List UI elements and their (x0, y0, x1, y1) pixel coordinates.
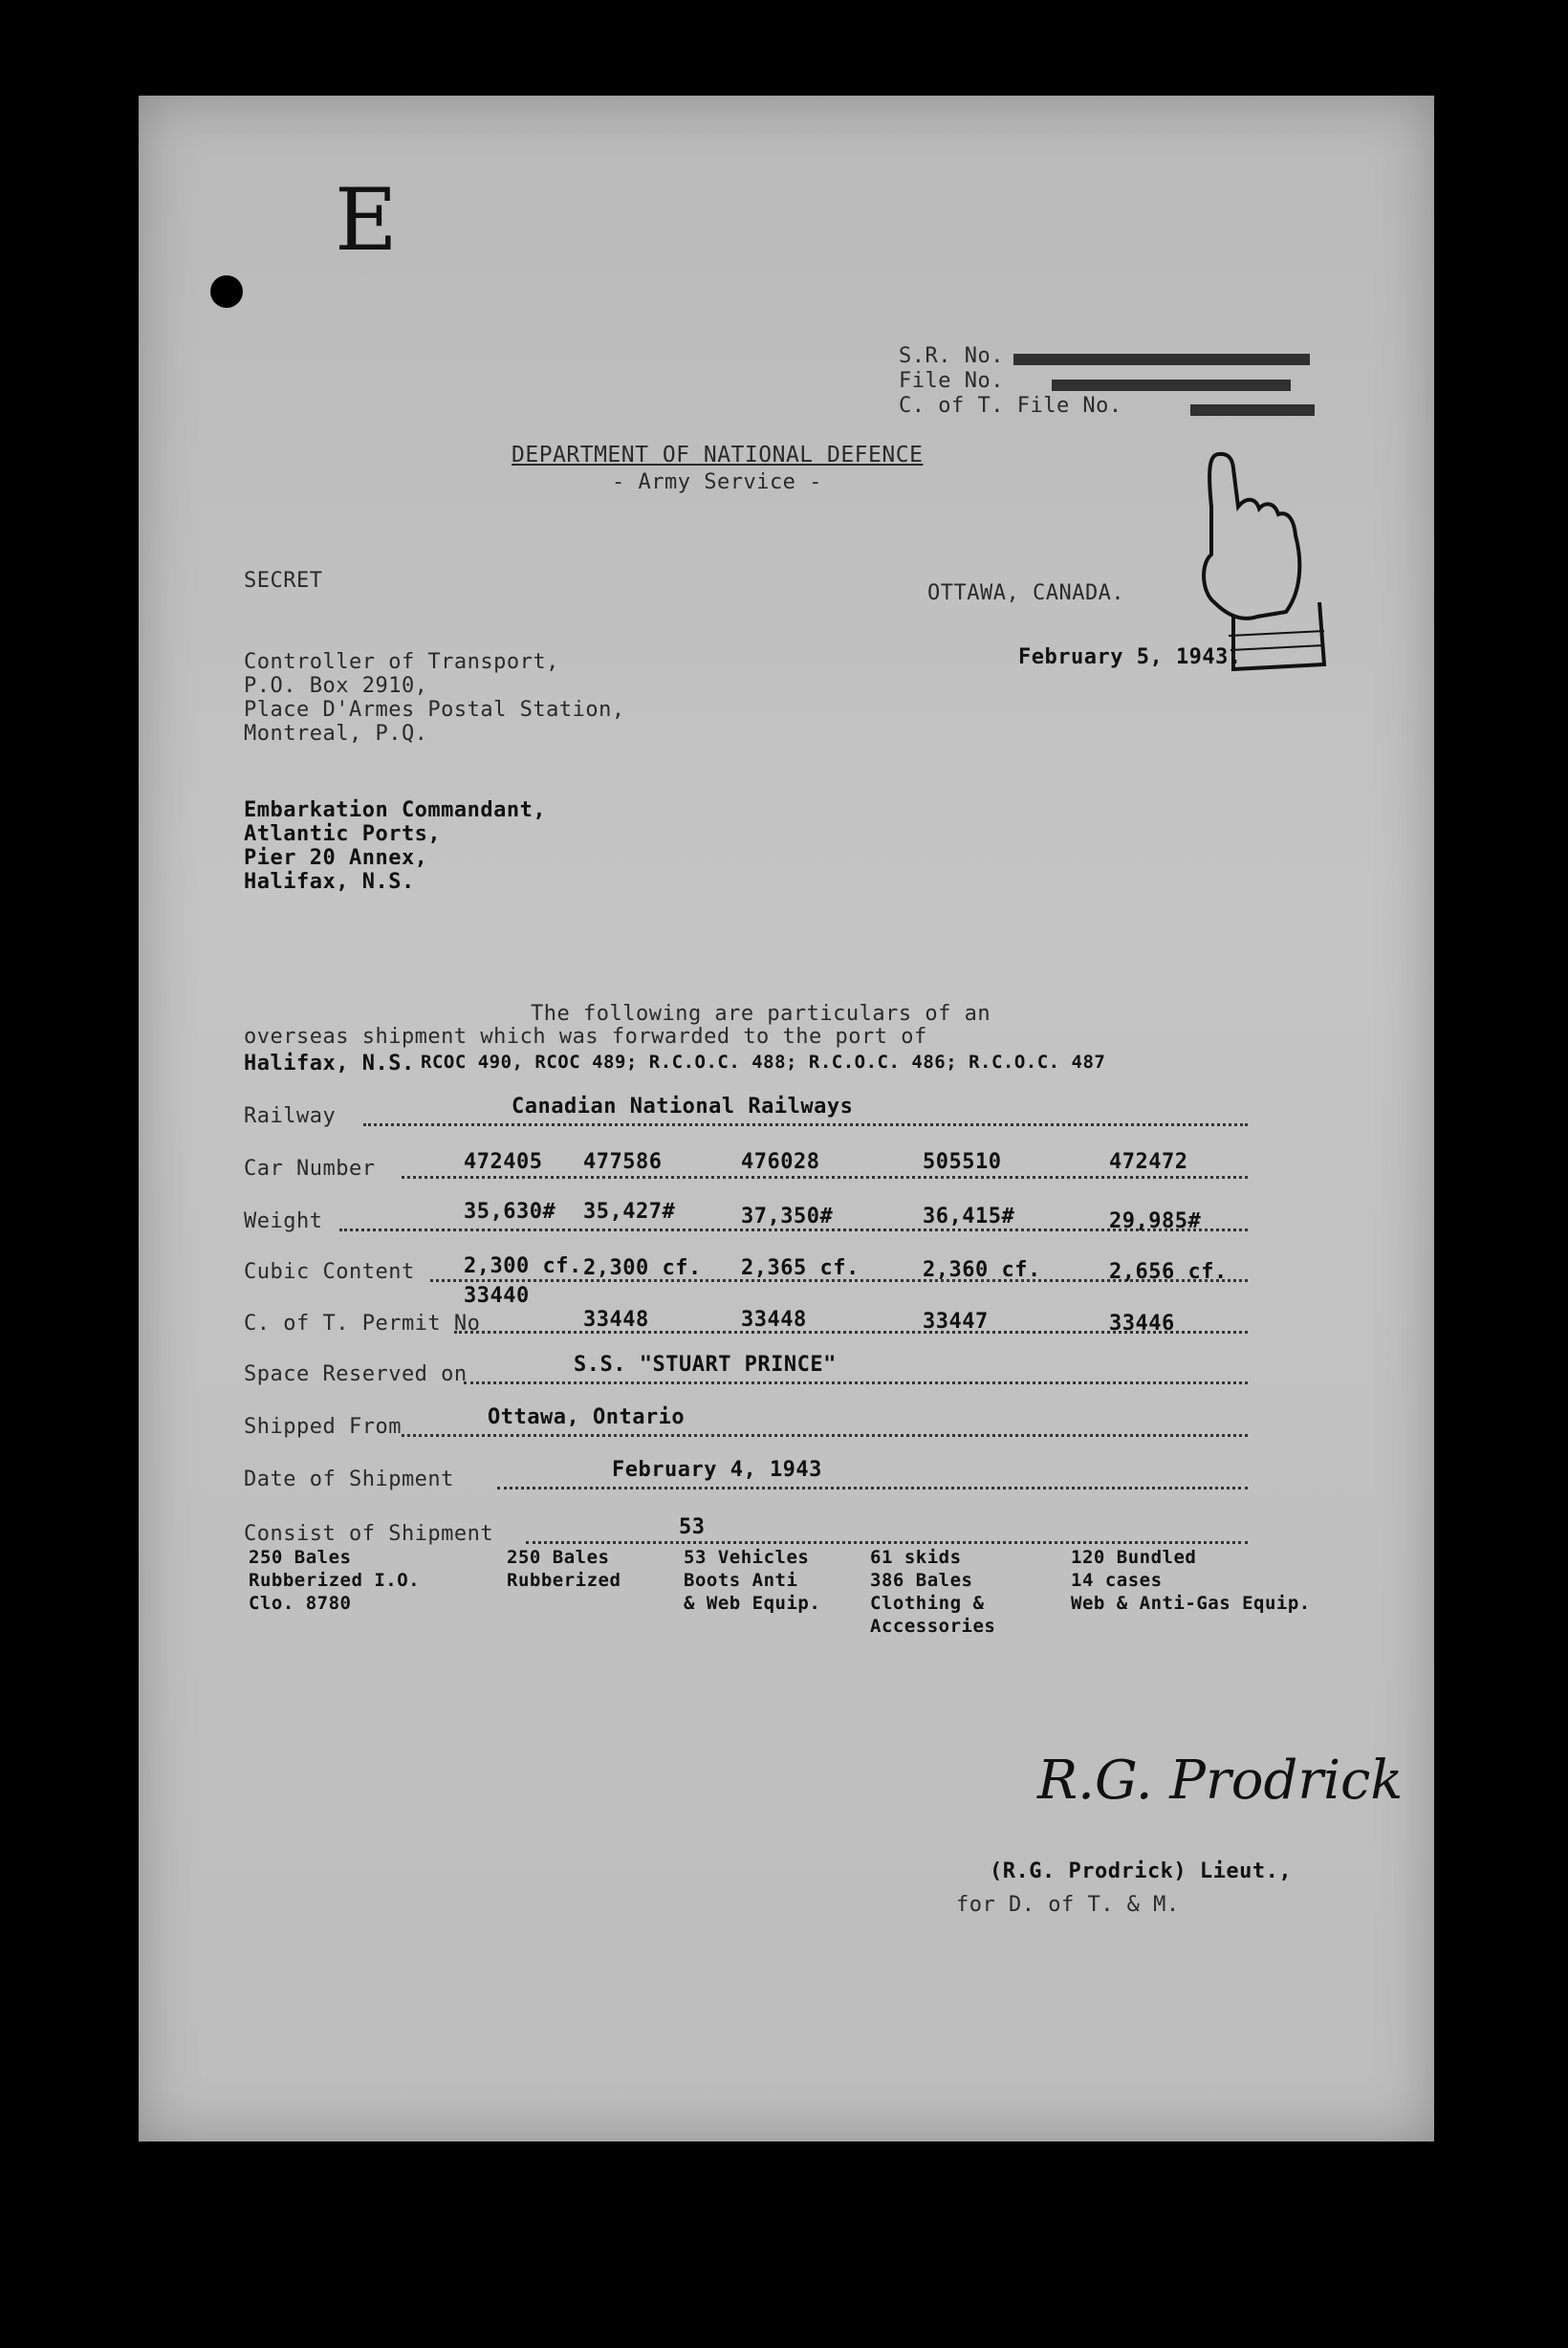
sr-number-label: S.R. No. (899, 344, 1004, 368)
from-address-line: P.O. Box 2910, (244, 674, 428, 698)
to-address-line: Halifax, N.S. (244, 870, 415, 894)
permit-value: 33446 (1109, 1312, 1175, 1336)
classification: SECRET (244, 569, 323, 593)
car-number-value: 476028 (741, 1150, 820, 1174)
consist-item-line: 250 Bales (249, 1547, 352, 1568)
port: Halifax, N.S. (244, 1052, 415, 1076)
shipped-from-leader (402, 1434, 1248, 1437)
car-number-value: 472405 (464, 1150, 543, 1174)
weight-value: 36,415# (923, 1205, 1015, 1228)
railway-leader (363, 1123, 1248, 1126)
consist-item-line: Boots Anti (684, 1570, 798, 1591)
cubic-content-value: 2,656 cf. (1109, 1260, 1228, 1284)
weight-value: 35,427# (583, 1200, 676, 1224)
consist-leader (526, 1541, 1248, 1544)
car-number-value: 477586 (583, 1150, 663, 1174)
space-reserved-leader (464, 1381, 1248, 1384)
consist-item-line: Rubberized (507, 1570, 621, 1591)
weight-value: 29,985# (1109, 1209, 1202, 1233)
consist-item-line: & Web Equip. (684, 1593, 821, 1614)
shipped-from-value: Ottawa, Ontario (488, 1405, 686, 1429)
space-reserved-label: Space Reserved on (244, 1362, 468, 1386)
intro-line: overseas shipment which was forwarded to the port of (244, 1025, 927, 1049)
consist-item-line: 250 Bales (507, 1547, 610, 1568)
cot-file-number-label: C. of T. File No. (899, 394, 1122, 418)
consist-item-line: Rubberized I.O. (249, 1570, 421, 1591)
cubic-content-value: 2,360 cf. (923, 1258, 1041, 1282)
consist-item-line: 14 cases (1071, 1570, 1163, 1591)
consist-item-line: 386 Bales (870, 1570, 973, 1591)
file-number-label: File No. (899, 369, 1004, 393)
weight-value: 37,350# (741, 1205, 834, 1228)
typed-signature: (R.G. Prodrick) Lieut., (990, 1859, 1293, 1883)
shipped-from-label: Shipped From (244, 1415, 402, 1439)
from-address-line: Controller of Transport, (244, 650, 559, 674)
car-number-value: 505510 (923, 1150, 1002, 1174)
cubic-content-value: 2,365 cf. (741, 1256, 860, 1280)
handwritten-signature: R.G. Prodrick (1037, 1750, 1404, 1812)
to-address-line: Atlantic Ports, (244, 822, 442, 846)
document-page (139, 96, 1434, 2141)
permit-value: 33448 (583, 1308, 649, 1332)
cubic-content-label: Cubic Content (244, 1260, 415, 1284)
shipment-date-value: February 4, 1943 (612, 1458, 822, 1482)
signature-title: for D. of T. & M. (956, 1893, 1180, 1917)
car-number-value: 472472 (1109, 1150, 1188, 1174)
shipment-date-label: Date of Shipment (244, 1468, 454, 1491)
consist-label: Consist of Shipment (244, 1522, 494, 1546)
consist-item-line: 61 skids (870, 1547, 962, 1568)
to-address-line: Pier 20 Annex, (244, 846, 428, 870)
railway-value: Canadian National Railways (512, 1095, 854, 1119)
permit-value: 33448 (741, 1308, 807, 1332)
consist-item-line: 120 Bundled (1071, 1547, 1197, 1568)
sr-number-redacted (1013, 354, 1310, 365)
file-number-redacted (1052, 380, 1291, 391)
cubic-content-value: 2,300 cf. (583, 1256, 702, 1280)
to-address-line: Embarkation Commandant, (244, 798, 547, 822)
cubic-content-value: 2,300 cf. (464, 1254, 582, 1278)
consignment-numbers: RCOC 490, RCOC 489; R.C.O.C. 488; R.C.O.C. 486; R.C.O.C. 487 (421, 1052, 1106, 1073)
consist-item-line: Clo. 8780 (249, 1593, 352, 1614)
weight-value: 35,630# (464, 1200, 556, 1224)
place: OTTAWA, CANADA. (927, 581, 1125, 605)
margin-letter: E (335, 170, 398, 271)
railway-label: Railway (244, 1104, 337, 1128)
from-address-line: Place D'Armes Postal Station, (244, 698, 625, 722)
permit-value: 33440 (464, 1284, 530, 1308)
punch-hole (210, 275, 243, 308)
consist-item-line: Clothing & (870, 1593, 985, 1614)
shipment-date-leader (497, 1487, 1248, 1489)
from-address-line: Montreal, P.Q. (244, 722, 428, 746)
cot-file-number-redacted (1190, 404, 1315, 416)
space-reserved-value: S.S. "STUART PRINCE" (574, 1353, 837, 1377)
letter-date: February 5, 1943. (1018, 645, 1242, 669)
consist-item-line: Accessories (870, 1616, 996, 1637)
consist-value: 53 (679, 1515, 706, 1539)
permit-label: C. of T. Permit No (244, 1312, 481, 1336)
intro-line: The following are particulars of an (531, 1002, 991, 1026)
car-number-label: Car Number (244, 1157, 376, 1181)
consist-item-line: 53 Vehicles (684, 1547, 810, 1568)
consist-item-line: Web & Anti-Gas Equip. (1071, 1593, 1311, 1614)
weight-label: Weight (244, 1209, 323, 1233)
army-service-subheading: - Army Service - (612, 470, 822, 494)
permit-value: 33447 (923, 1310, 989, 1334)
car-number-leader (402, 1176, 1248, 1179)
department-heading: DEPARTMENT OF NATIONAL DEFENCE (512, 443, 924, 467)
